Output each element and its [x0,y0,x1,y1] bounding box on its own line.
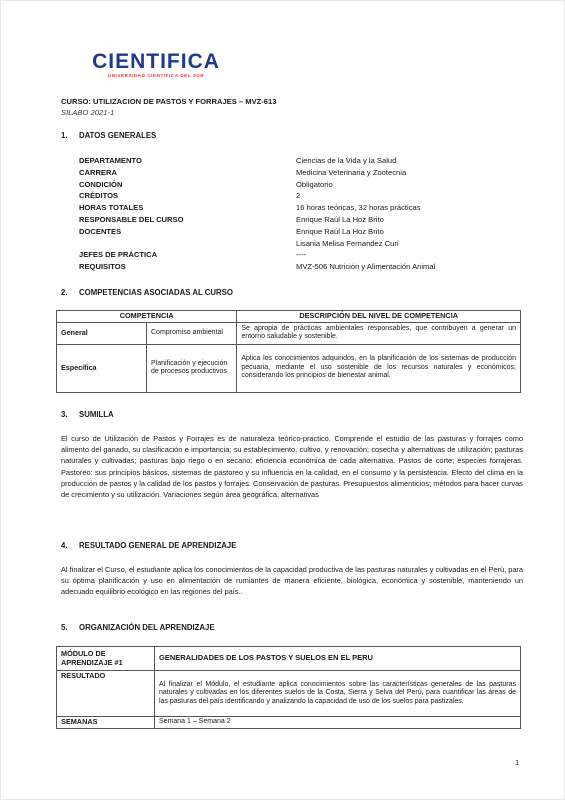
result-label: RESULTADO [57,671,155,717]
general-data-value: Enrique Raúl La Hoz Brito [296,226,384,236]
weeks-text: Semana 1 – Semana 2 [155,717,521,729]
competency-description: Se apropia de prácticas ambientales responsables, que contribuyen a generar un entorno saludable y sostenible. [237,322,521,344]
general-data-row [79,202,499,214]
table-row [57,344,521,392]
sumilla-paragraph: El curso de Utilización de Pastos y Forrajes es de naturaleza teórico-practico. Comprende el estudio de las pasturas y forrajes como alimento del ganado, su clasificación e importancia; su establecimiento, cultivo, y renovación; cosecha y alternativas de utilización; pasturas naturales y cultivadas; pasturas bajo riego o en secano; eficiencia económica de cada alternativa. Pastos de corte; especies forrajeras. Pastoreo: sus principios básicos, sistemas de pastoreo y su influencia en la calidad, en el consumo y la persistencia. Efecto del clima en la producción de pastos y la calidad de los pastos y forrajes. Conservación de pasturas. Presupuestos alimenticios; métodos para hacer curvas de crecimiento y su utilización. Variaciones según área geográfica, alternativas [61,434,523,500]
competency-type: Específica [57,344,147,392]
general-data-key: RESPONSABLE DEL CURSO [79,214,184,224]
weeks-label: SEMANAS [57,717,155,729]
general-data-key [79,238,296,250]
general-data-value: Lisania Melisa Fernandez Curi [296,238,399,248]
general-data-row [79,261,499,273]
section-heading-datos-generales: 1. DATOS GENERALES [61,131,157,140]
result-text: Al finalizar el Módulo, el estudiante aplica conocimientos sobre las características generales de las pasturas naturales y cultivadas en los diferentes suelos de la Costa, Sierra y Selva del Perú, para cuantificar las áreas de las pasturas del país identificando y analizando la capacidad de uso de los suelos para pastizales. [155,671,521,717]
general-data-row [79,226,499,238]
general-data-value: Ciencias de la Vida y la Salud [296,156,397,165]
general-data-key: CARRERA [79,167,117,177]
general-data-key: DEPARTAMENTO [79,156,142,165]
general-data-row [79,214,499,226]
learning-module-table [56,646,521,729]
general-data-row [79,167,499,179]
general-data-list [79,155,499,273]
general-data-key: HORAS TOTALES [79,203,144,213]
general-data-key: JEFES DE PRÁCTICA [79,250,158,260]
section-heading-organizacion: 5. ORGANIZACIÓN DEL APRENDIZAJE [61,623,215,632]
general-data-row [79,249,499,261]
general-data-row [79,238,499,250]
logo-tagline: UNIVERSIDAD CIENTIFICA DEL SUR [107,73,205,78]
competencia-header: COMPETENCIA [57,311,237,323]
university-logo [81,51,231,79]
competency-name: Compromiso ambiental [147,322,237,344]
general-data-value: 16 horas teóricas, 32 horas prácticas [296,203,421,213]
section-heading-competencias: 2. COMPETENCIAS ASOCIADAS AL CURSO [61,288,233,297]
course-subtitle: SILABO 2021-1 [61,108,115,117]
descripcion-header: DESCRIPCIÓN DEL NIVEL DE COMPETENCIA [237,311,521,323]
logo-wordmark: CIENTIFICA [92,50,220,73]
general-data-value: Obligatorio [296,179,333,189]
competency-name: Planificación y ejecución de procesos productivos [147,344,237,392]
general-data-value: MVZ-506 Nutrición y Alimentación Animal [296,262,436,272]
general-data-key: REQUISITOS [79,262,126,272]
general-data-key: CRÉDITOS [79,191,119,201]
competency-type: General [57,322,147,344]
general-data-row [79,179,499,191]
competencies-table [56,310,521,393]
general-data-key: CONDICIÓN [79,179,123,189]
general-data-value: Medicina Veterinaria y Zootecnia [296,167,407,177]
module-label: MÓDULO DE APRENDIZAJE #1 [57,647,155,671]
module-title: GENERALIDADES DE LOS PASTOS Y SUELOS EN EL PERU [155,647,521,671]
general-data-value: Enrique Raúl La Hoz Brito [296,214,384,224]
resultado-paragraph: Al finalizar el Curso, el estudiante aplica los conocimientos de la capacidad productiva de las pasturas naturales y cultivadas en el Perú, para su óptima planificación y uso en alimentación de rumiantes de manera eficiente, biológica, económica y sostenible, manteniendo un adecuado equilibrio ecológico en las regiones del país.. [61,565,523,597]
competency-description: Aplica los conocimientos adquiridos, en la planificación de los sistemas de producción pecuaria, mediante el uso sostenible de los recursos naturales y económicos, considerando los principios de bienestar animal. [237,344,521,392]
general-data-key: DOCENTES [79,226,122,236]
course-title: CURSO: UTILIZACION DE PASTOS Y FORRAJES – MVZ-613 [61,97,277,106]
section-heading-sumilla: 3. SUMILLA [61,410,114,419]
page-number: 1 [515,758,520,767]
general-data-value: 2 [296,191,301,201]
section-heading-resultado: 4. RESULTADO GENERAL DE APRENDIZAJE [61,541,237,550]
table-row [57,322,521,344]
general-data-value: ---- [296,250,307,260]
general-data-row [79,155,499,167]
general-data-row [79,190,499,202]
